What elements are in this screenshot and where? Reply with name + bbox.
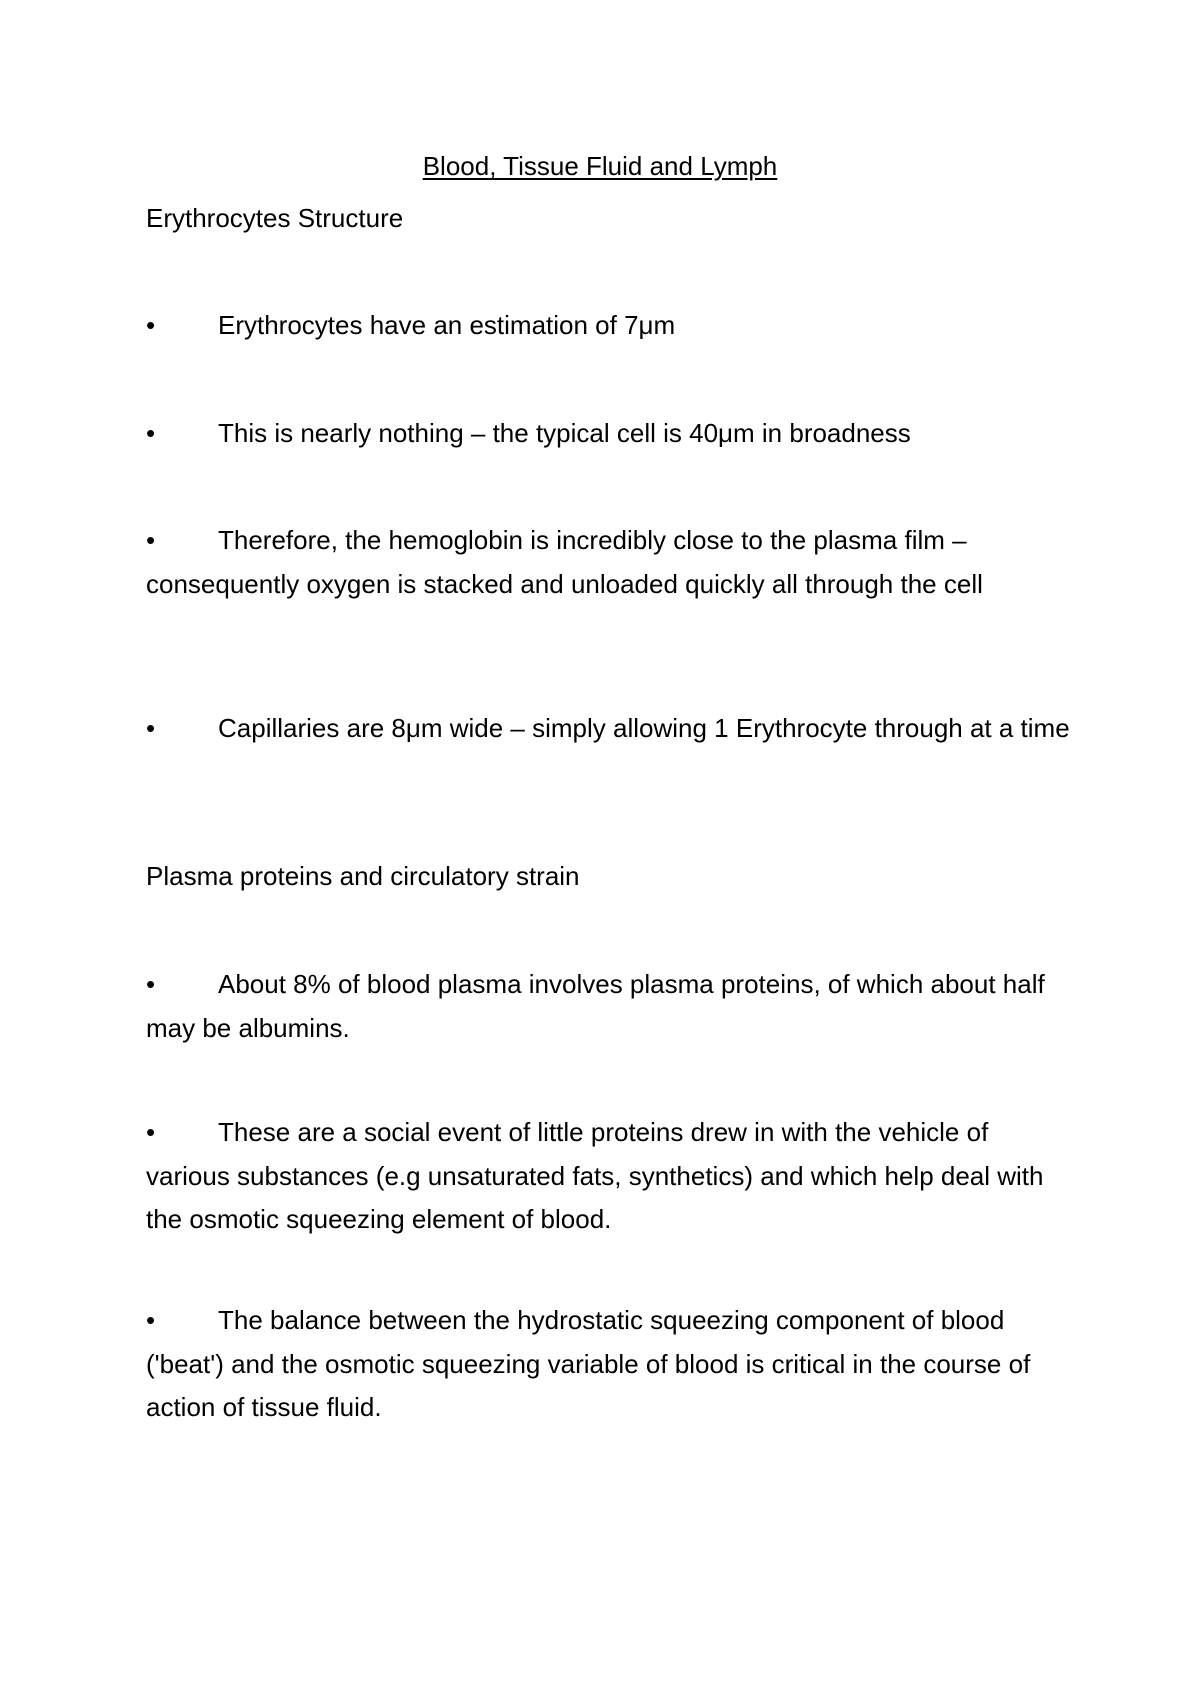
bullet-item [146, 1299, 1076, 1430]
bullet-icon: • [146, 713, 156, 743]
bullet-item [146, 707, 1076, 751]
bullet-item [146, 412, 1076, 456]
bullet-text: Therefore, the hemoglobin is incredibly close to the plasma film – consequently oxygen is stacked and unloaded quickly all through the cell [146, 525, 983, 599]
bullet-item [146, 304, 1076, 348]
bullet-item [146, 963, 1076, 1050]
bullet-text: Erythrocytes have an estimation of 7μm [218, 310, 676, 340]
bullet-icon: • [146, 418, 156, 448]
section-heading-erythrocytes: Erythrocytes Structure [146, 203, 404, 233]
document-title: Blood, Tissue Fluid and Lymph [422, 151, 778, 181]
bullet-icon: • [146, 969, 156, 999]
bullet-icon: • [146, 1305, 156, 1335]
bullet-icon: • [146, 310, 156, 340]
bullet-icon: • [146, 1117, 156, 1147]
bullet-item [146, 519, 1076, 606]
bullet-text: The balance between the hydrostatic squeezing component of blood ('beat') and the osmotic squeezing variable of blood is critical in the course of action of tissue fluid. [146, 1305, 1031, 1422]
bullet-icon: • [146, 525, 156, 555]
bullet-text: This is nearly nothing – the typical cell is 40μm in broadness [218, 418, 911, 448]
section-heading-plasma-proteins: Plasma proteins and circulatory strain [146, 861, 580, 891]
bullet-text: Capillaries are 8μm wide – simply allowing 1 Erythrocyte through at a time [218, 713, 1070, 743]
bullet-text: About 8% of blood plasma involves plasma proteins, of which about half may be albumins. [146, 969, 1045, 1043]
bullet-item [146, 1111, 1076, 1242]
bullet-text: These are a social event of little proteins drew in with the vehicle of various substances (e.g unsaturated fats, synthetics) and which help deal with the osmotic squeezing element of blood. [146, 1117, 1044, 1234]
